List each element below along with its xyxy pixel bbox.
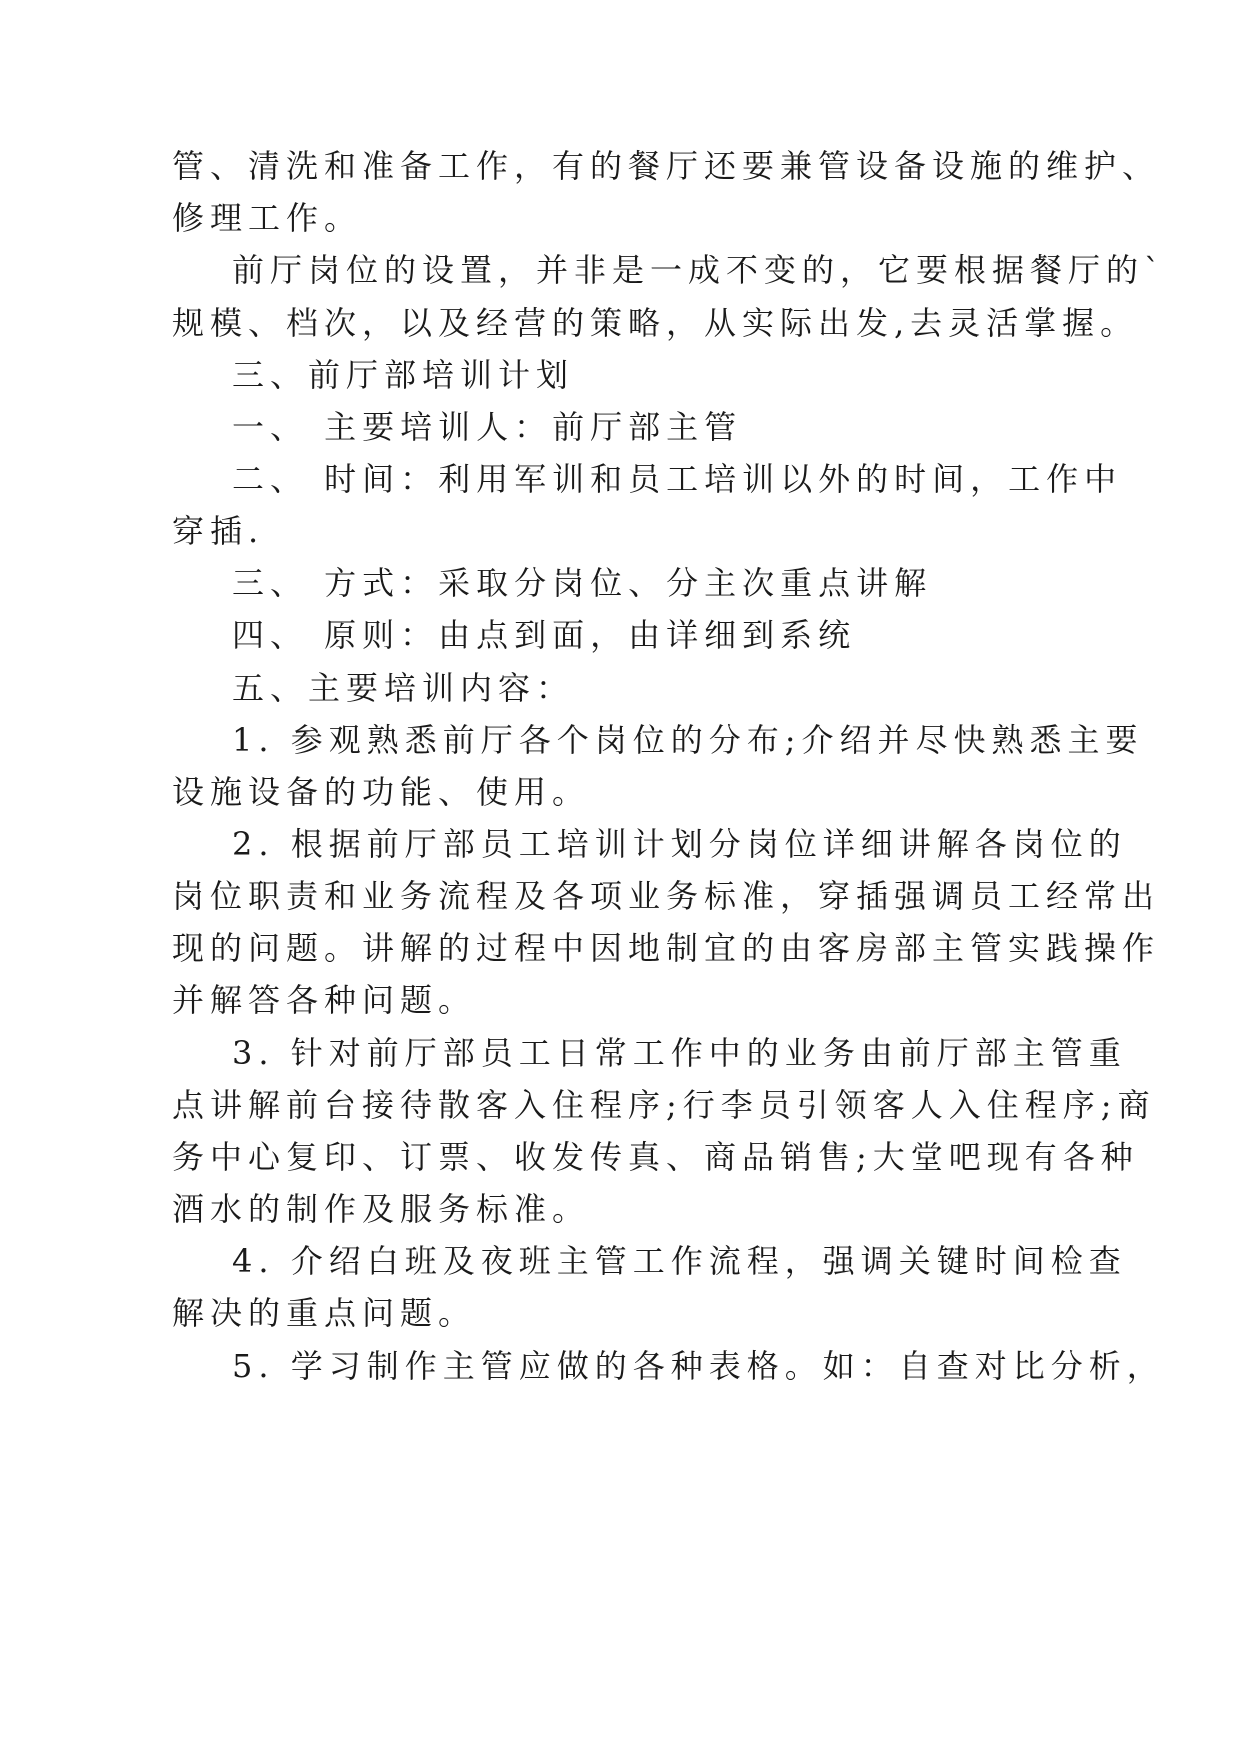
text-line: 2. 根据前厅部员工培训计划分岗位详细讲解各岗位的: [232, 825, 1127, 863]
text-line: 二、 时间：利用军训和员工培训以外的时间，工作中: [232, 460, 1123, 498]
text-line: 修理工作。: [172, 199, 363, 237]
text-line: 点讲解前台接待散客入住程序;行李员引领客人入住程序;商: [172, 1086, 1156, 1124]
text-line: 穿插.: [172, 512, 265, 550]
text-line: 解决的重点问题。: [172, 1294, 477, 1332]
text-line: 5. 学习制作主管应做的各种表格。如：自查对比分析，: [232, 1347, 1165, 1385]
text-line: 五、主要培训内容：: [232, 669, 575, 707]
text-line: 规模、档次，以及经营的策略，从实际出发,去灵活掌握。: [172, 304, 1139, 342]
text-line: 三、前厅部培训计划: [232, 356, 575, 394]
text-line: 现的问题。讲解的过程中因地制宜的由客房部主管实践操作: [172, 929, 1161, 967]
text-line: 一、 主要培训人：前厅部主管: [232, 408, 743, 446]
text-line: 3. 针对前厅部员工日常工作中的业务由前厅部主管重: [232, 1034, 1127, 1072]
text-line: 务中心复印、订票、收发传真、商品销售;大堂吧现有各种: [172, 1138, 1139, 1176]
text-line: 酒水的制作及服务标准。: [172, 1190, 591, 1228]
text-line: 设施设备的功能、使用。: [172, 773, 591, 811]
text-line: 四、 原则：由点到面，由详细到系统: [232, 616, 857, 654]
text-line: 三、 方式：采取分岗位、分主次重点讲解: [232, 564, 933, 602]
text-line: 并解答各种问题。: [172, 981, 477, 1019]
text-line: 管、清洗和准备工作，有的餐厅还要兼管设备设施的维护、: [172, 147, 1161, 185]
text-line: 岗位职责和业务流程及各项业务标准，穿插强调员工经常出: [172, 877, 1161, 915]
text-line: 4. 介绍白班及夜班主管工作流程，强调关键时间检查: [232, 1242, 1127, 1280]
text-line: 1. 参观熟悉前厅各个岗位的分布;介绍并尽快熟悉主要: [232, 721, 1144, 759]
text-line: 前厅岗位的设置，并非是一成不变的，它要根据餐厅的`: [232, 251, 1167, 289]
